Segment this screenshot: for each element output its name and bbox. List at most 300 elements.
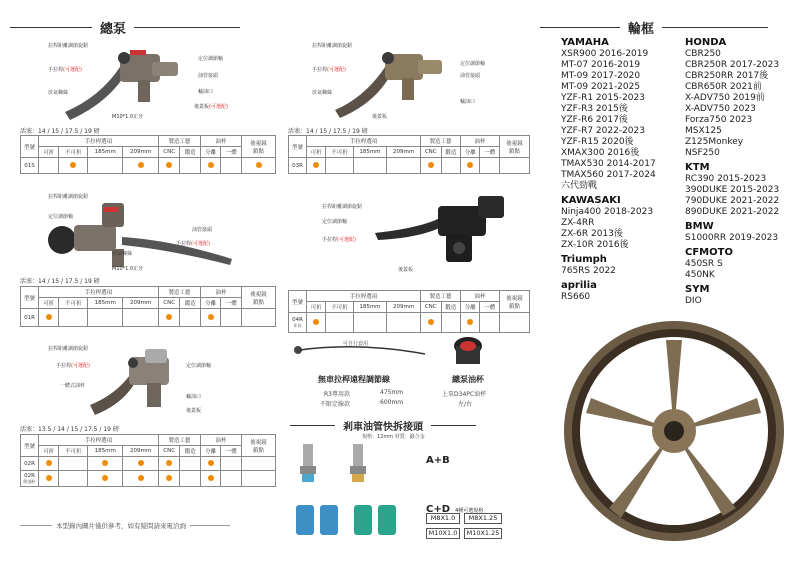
pump-03r-table <box>288 135 530 174</box>
callout-04r-position-axis: 定位調節軸 <box>322 219 348 225</box>
wheel-model-item: CBR250R 2017-2023 <box>685 60 780 70</box>
th-integrated: 一體 <box>480 302 500 313</box>
callout-03r-bleed-screw: 放氣螺絲 <box>312 90 333 96</box>
th-cnc: CNC <box>420 302 441 313</box>
availability-dot <box>208 314 214 320</box>
th-lever: 手拉桿選項 <box>307 136 421 147</box>
th-rear-text2: 鎖點 <box>252 299 264 306</box>
th-nonfoldable: 不可折 <box>326 302 353 313</box>
wheel-model-item: YZF-R1 2015-2023 <box>561 93 645 103</box>
cell <box>39 309 59 327</box>
th-rear-text: 後視鏡 <box>250 439 267 446</box>
cell <box>500 313 530 333</box>
wheel-image <box>561 318 787 544</box>
pump-03r-image <box>330 42 460 120</box>
cell <box>200 471 220 487</box>
th-cnc: CNC <box>158 298 180 309</box>
wheel-model-item: RS660 <box>561 292 591 302</box>
quick-cd-image <box>290 495 420 545</box>
th-185: 185mm <box>88 298 123 309</box>
th-cup: 油杯 <box>200 136 241 147</box>
table-header-row <box>21 435 276 446</box>
th-209: 209mm <box>123 298 158 309</box>
cell <box>461 158 480 174</box>
cell <box>242 158 276 174</box>
th-forged: 鍛造 <box>441 147 460 158</box>
callout-03r-position-axis: 定位調節軸 <box>460 61 486 67</box>
callout-02r-oil-outlet: 輸油口 <box>186 394 202 400</box>
th-foldable: 可折 <box>39 446 59 457</box>
wheel-model-item: MT-09 2021-2025 <box>561 82 641 92</box>
wheel-model-item: 六代勁戰 <box>561 181 598 191</box>
cell <box>123 471 158 487</box>
cell <box>180 457 200 471</box>
th-nonfoldable: 不可折 <box>59 147 88 158</box>
callout-01s-position-axis: 定位調節軸 <box>198 56 224 62</box>
callout-02r-position-axis: 定位調節軸 <box>186 363 212 369</box>
callout-01r-bleed-screw: 放氣螺絲 <box>112 251 133 257</box>
cell <box>307 313 326 333</box>
th-foldable: 可折 <box>307 147 326 158</box>
row-model: 02R <box>21 457 39 471</box>
callout-03r-lever-text: 手拉桿 <box>312 67 328 73</box>
th-cnc: CNC <box>158 446 180 457</box>
wheel-model-item: ZX-6R 2013後 <box>561 229 623 239</box>
wheel-model-item: YZF-R6 2017後 <box>561 115 628 125</box>
th-process: 製造工藝 <box>158 287 200 298</box>
cell <box>242 471 276 487</box>
th-model: 型號 <box>289 291 307 313</box>
th-model: 型號 <box>21 287 39 309</box>
th-process: 製造工藝 <box>420 291 460 302</box>
cell <box>59 158 88 174</box>
cell <box>353 158 387 174</box>
table-row <box>289 313 530 333</box>
wheel-model-item: ZX-4RR <box>561 218 595 228</box>
wheel-model-item: Ninja400 2018-2023 <box>561 207 654 217</box>
cell <box>480 158 500 174</box>
quick-cd-label-sub: 4種可選規格 <box>455 508 484 514</box>
wheel-model-item: CBR250RR 2017後 <box>685 71 769 81</box>
wheel-model-item: 790DUKE 2021-2022 <box>685 196 780 206</box>
pump-02r-piston-spec: 活塞：13.5 / 14 / 15 / 17.5 / 19 磅 <box>20 426 119 433</box>
pump-01r-table <box>20 286 276 327</box>
wheel-model-item: 450NK <box>685 270 715 280</box>
availability-dot <box>138 162 144 168</box>
quick-cd-label-main: C+D <box>426 504 451 515</box>
callout-03r-distance-knob: 拉桿距離調節旋鈕 <box>312 43 353 49</box>
wheel-model-item: X-ADV750 2023 <box>685 104 756 114</box>
callout-04r-lever <box>322 236 356 243</box>
availability-dot <box>46 475 52 481</box>
availability-dot <box>256 162 262 168</box>
callout-01r-lever-optional: (可選配) <box>191 241 210 247</box>
th-nonfoldable: 不可折 <box>326 147 353 158</box>
footer-note-row <box>20 521 276 530</box>
availability-dot <box>313 162 319 168</box>
cell <box>420 313 441 333</box>
table-header-row <box>289 136 530 147</box>
pump-01r-image <box>42 195 242 273</box>
callout-01s-hose-joint: 油管接頭 <box>198 73 219 79</box>
th-separate: 分離 <box>461 147 480 158</box>
cell <box>88 158 123 174</box>
table-row <box>289 158 530 174</box>
th-forged: 鍛造 <box>180 147 200 158</box>
wheel-brand-triumph: Triumph <box>561 254 607 265</box>
th-209: 209mm <box>387 147 421 158</box>
callout-04r-distance-knob: 拉桿距離調節旋鈕 <box>322 204 363 210</box>
callout-02r-rear-cover: 後蓋板 <box>186 408 202 414</box>
callout-01r-lever <box>176 240 210 247</box>
cell <box>387 313 421 333</box>
cell <box>326 313 353 333</box>
availability-dot <box>70 162 76 168</box>
cell <box>59 471 88 487</box>
th-integrated: 一體 <box>221 147 242 158</box>
availability-dot <box>46 314 52 320</box>
wheel-model-item: TMAX530 2014-2017 <box>561 159 656 169</box>
availability-dot <box>166 475 172 481</box>
cell <box>39 158 59 174</box>
availability-dot <box>428 319 434 325</box>
table-row <box>21 471 276 487</box>
cell <box>200 457 220 471</box>
th-cnc: CNC <box>158 147 180 158</box>
cell <box>221 457 242 471</box>
callout-01s-lever-optional: (可選配) <box>63 67 82 73</box>
row-model-sub: 年份 <box>293 322 302 328</box>
availability-dot <box>138 460 144 466</box>
callout-01s-rear-cover-text: 後蓋板 <box>194 104 210 110</box>
right-section-header <box>540 18 780 37</box>
pump-01s-table <box>20 135 276 174</box>
th-cup: 油杯 <box>461 291 500 302</box>
wheel-model-item: YZF-R15 2020後 <box>561 137 634 147</box>
callout-04r-lever-text: 手拉桿 <box>322 237 338 243</box>
cell <box>59 457 88 471</box>
wheel-model-item: S1000RR 2019-2023 <box>685 233 779 243</box>
quick-header <box>290 418 530 433</box>
row-model <box>21 471 39 487</box>
size-option-2: M8X1.25 <box>464 513 502 524</box>
availability-dot <box>467 162 473 168</box>
callout-01r-thread: M10*1.0正牙 <box>112 266 144 272</box>
wheel-model-item: YZF-R7 2022-2023 <box>561 126 645 136</box>
quick-rule-right <box>431 425 476 426</box>
th-integrated: 一體 <box>480 147 500 158</box>
callout-04r-rear-cover: 後蓋板 <box>398 267 414 273</box>
left-section-header <box>10 18 250 37</box>
callout-01s-rear-cover <box>194 103 228 110</box>
pump-01s-image <box>60 42 200 122</box>
oil-cup-desc-1: 上泵D34PC油杯 <box>442 391 487 398</box>
th-separate: 分離 <box>461 302 480 313</box>
table-header-row <box>289 291 530 302</box>
cell <box>158 309 180 327</box>
cell <box>221 309 242 327</box>
remote-row-2-value: 600mm <box>380 399 404 406</box>
th-lever: 手拉桿選項 <box>39 287 159 298</box>
header-rule-left <box>540 27 620 28</box>
th-rear-text2: 鎖點 <box>252 447 264 454</box>
th-separate: 分離 <box>200 298 220 309</box>
wheel-model-item: 765RS 2022 <box>561 266 616 276</box>
cell <box>180 158 200 174</box>
wheel-brand-yamaha: YAMAHA <box>561 37 609 48</box>
cell <box>39 471 59 487</box>
th-model: 型號 <box>21 136 39 158</box>
row-model: 01R <box>21 309 39 327</box>
th-209: 209mm <box>123 446 158 457</box>
callout-03r-lever-optional: (可選配) <box>327 67 346 73</box>
wheel-brand-honda: HONDA <box>685 37 727 48</box>
availability-dot <box>166 162 172 168</box>
quick-rule-left <box>290 425 335 426</box>
th-integrated: 一體 <box>221 298 242 309</box>
wheel-brand-kawasaki: KAWASAKI <box>561 195 621 206</box>
cell <box>387 158 421 174</box>
cell <box>158 457 180 471</box>
wheel-model-item: TMAX560 2017-2024 <box>561 170 656 180</box>
cell <box>88 309 123 327</box>
th-separate: 分離 <box>200 147 220 158</box>
pump-02r-table <box>20 434 276 487</box>
th-rear-text2: 鎖點 <box>508 148 520 155</box>
quick-ab-label: A+B <box>426 455 450 466</box>
row-model-text: 02R <box>24 472 35 479</box>
wheels-right-column <box>685 37 795 307</box>
th-foldable: 可折 <box>307 302 326 313</box>
callout-01s-lever-text: 手拉桿 <box>48 67 64 73</box>
th-rear <box>242 136 276 158</box>
th-lever: 手拉桿選項 <box>39 136 159 147</box>
availability-dot <box>138 475 144 481</box>
wheel-brand-aprilia: aprilia <box>561 280 597 291</box>
callout-01r-lever-text: 手拉桿 <box>176 241 192 247</box>
table-row <box>21 309 276 327</box>
th-185: 185mm <box>88 147 123 158</box>
callout-02r-distance-knob: 拉桿距離調節旋鈕 <box>48 346 89 352</box>
table-header-row <box>21 287 276 298</box>
wheel-model-item: 450SR S <box>685 259 723 269</box>
wheel-brand-sym: SYM <box>685 284 710 295</box>
th-process: 製造工藝 <box>420 136 460 147</box>
callout-01s-rear-cover-optional: (可選配) <box>209 104 228 110</box>
remote-row-1-name: R3專用款 <box>324 391 350 398</box>
wheel-brand-bmw: BMW <box>685 221 714 232</box>
pump-03r-piston-spec: 活塞：14 / 15 / 17.5 / 19 磅 <box>288 128 368 135</box>
row-model-sub: 附油杯 <box>23 478 36 484</box>
wheel-model-item: MT-07 2016-2019 <box>561 60 641 70</box>
oil-cup-title: 總泵油杯 <box>452 375 484 384</box>
wheel-model-item: 390DUKE 2015-2023 <box>685 185 780 195</box>
cell <box>353 313 387 333</box>
size-option-4: M10X1.25 <box>464 528 502 539</box>
th-nonfoldable: 不可折 <box>59 446 88 457</box>
cell <box>441 158 460 174</box>
wheel-model-item: YZF-R3 2015後 <box>561 104 628 114</box>
table-subheader-row <box>21 147 276 158</box>
th-185: 185mm <box>353 302 387 313</box>
availability-dot <box>208 162 214 168</box>
cell <box>39 457 59 471</box>
callout-01s-thread: M10*1.0正牙 <box>112 114 144 120</box>
pump-01s-piston-spec: 活塞：14 / 15 / 17.5 / 19 磅 <box>20 128 100 135</box>
size-option-1: M8X1.0 <box>426 513 460 524</box>
quick-title: 剎車油管快拆接頭 <box>343 422 423 433</box>
cell <box>200 309 220 327</box>
callout-02r-oil-cup: 一體式油杯 <box>60 383 86 389</box>
cell <box>123 457 158 471</box>
wheel-model-item: MSX125 <box>685 126 722 136</box>
cell <box>420 158 441 174</box>
th-209: 209mm <box>387 302 421 313</box>
wheels-left-column <box>561 37 679 303</box>
table-row <box>21 158 276 174</box>
th-rear-text2: 鎖點 <box>252 148 264 155</box>
th-185: 185mm <box>353 147 387 158</box>
th-rear <box>242 435 276 457</box>
footer-note: 本型錄內圖片僅供參考，如有疑問請來電洽詢 <box>56 522 186 530</box>
availability-dot <box>208 475 214 481</box>
row-model: 01S <box>21 158 39 174</box>
wheel-model-item: XSR900 2016-2019 <box>561 49 649 59</box>
th-rear <box>500 136 530 158</box>
wheel-model-item: CBR650R 2021前 <box>685 82 762 92</box>
th-cnc: CNC <box>420 147 441 158</box>
table-header-row <box>21 136 276 147</box>
cell <box>200 158 220 174</box>
cell <box>123 309 158 327</box>
th-forged: 鍛造 <box>180 446 200 457</box>
pump-04r-image <box>370 188 520 273</box>
wheel-model-item: NSF250 <box>685 148 720 158</box>
cell <box>158 471 180 487</box>
table-subheader-row <box>21 446 276 457</box>
th-model: 型號 <box>21 435 39 457</box>
pump-04r-table <box>288 290 530 333</box>
th-process: 製造工藝 <box>158 136 200 147</box>
callout-03r-hose-joint: 油管接頭 <box>460 73 481 79</box>
table-subheader-row <box>289 147 530 158</box>
right-section-title: 輪框 <box>628 22 655 37</box>
callout-01s-bleed-screw: 放氣螺絲 <box>48 90 69 96</box>
availability-dot <box>166 314 172 320</box>
availability-dot <box>428 162 434 168</box>
cell <box>88 471 123 487</box>
availability-dot <box>313 319 319 325</box>
cell <box>123 158 158 174</box>
cell <box>441 313 460 333</box>
availability-dot <box>102 475 108 481</box>
th-rear-text2: 鎖點 <box>508 303 520 310</box>
table-subheader-row <box>289 302 530 313</box>
cell <box>59 309 88 327</box>
callout-03r-oil-outlet: 輸油口 <box>460 99 476 105</box>
callout-03r-lever <box>312 66 346 73</box>
th-lever: 手拉桿選項 <box>307 291 421 302</box>
availability-dot <box>467 319 473 325</box>
th-nonfoldable: 不可折 <box>59 298 88 309</box>
th-model: 型號 <box>289 136 307 158</box>
table-subheader-row <box>21 298 276 309</box>
th-185: 185mm <box>88 446 123 457</box>
th-process: 製造工藝 <box>158 435 200 446</box>
oil-cup-desc-2: 左/右 <box>458 401 473 408</box>
th-foldable: 可折 <box>39 298 59 309</box>
th-cup: 油杯 <box>200 435 241 446</box>
footer-rule-right <box>190 525 230 526</box>
cell <box>221 158 242 174</box>
callout-02r-lever <box>56 362 90 369</box>
wheel-model-item: XMAX300 2016後 <box>561 148 640 158</box>
row-model-text: 04R <box>292 316 303 323</box>
th-rear <box>242 287 276 309</box>
pump-02r-image <box>85 345 195 420</box>
callout-03r-rear-cover: 後蓋板 <box>372 114 388 120</box>
left-section-title: 總泵 <box>100 22 127 37</box>
remote-row-2-name: 不限定線款 <box>320 401 351 408</box>
row-model <box>289 313 307 333</box>
callout-04r-lever-optional: (可選配) <box>337 237 356 243</box>
wheel-model-item: Z125Monkey <box>685 137 744 147</box>
cell <box>326 158 353 174</box>
remote-row-1-value: 475mm <box>380 389 404 396</box>
wheel-model-item: 890DUKE 2021-2022 <box>685 207 780 217</box>
wheel-model-item: X-ADV750 2019前 <box>685 93 765 103</box>
wheel-model-item: MT-09 2017-2020 <box>561 71 641 81</box>
cell <box>480 313 500 333</box>
cell <box>500 158 530 174</box>
th-rear-text: 後視鏡 <box>506 295 523 302</box>
header-rule-right <box>662 27 768 28</box>
th-forged: 鍛造 <box>180 298 200 309</box>
th-integrated: 一體 <box>221 446 242 457</box>
th-209: 209mm <box>123 147 158 158</box>
quick-subtitle: 規格：12mm 材質：鍛合金 <box>362 434 425 440</box>
table-row <box>21 457 276 471</box>
remote-title: 無車拉桿遠程調節線 <box>318 375 390 384</box>
cell <box>221 471 242 487</box>
callout-01s-distance-knob: 拉桿距離調節旋鈕 <box>48 43 89 49</box>
th-cup: 油杯 <box>461 136 500 147</box>
cell <box>242 457 276 471</box>
th-forged: 鍛造 <box>441 302 460 313</box>
cell <box>242 309 276 327</box>
cell <box>88 457 123 471</box>
availability-dot <box>46 460 52 466</box>
oil-cup-image <box>452 336 484 370</box>
pump-01r-piston-spec: 活塞：14 / 15 / 17.5 / 19 磅 <box>20 278 100 285</box>
cell <box>158 158 180 174</box>
callout-01s-lever <box>48 66 82 73</box>
size-option-3: M10X1.0 <box>426 528 460 539</box>
callout-01r-hose-joint: 油管接頭 <box>192 227 213 233</box>
th-rear <box>500 291 530 313</box>
wheel-model-item: CBR250 <box>685 49 721 59</box>
remote-label-top: 可自行套用 <box>343 341 369 347</box>
cell <box>180 309 200 327</box>
callout-01r-position-axis: 定位調節軸 <box>48 214 74 220</box>
wheel-model-item: Forza750 2023 <box>685 115 753 125</box>
cell <box>180 471 200 487</box>
wheel-model-item: RC390 2015-2023 <box>685 174 767 184</box>
callout-01s-oil-outlet: 輸油口 <box>198 89 214 95</box>
availability-dot <box>102 460 108 466</box>
availability-dot <box>166 460 172 466</box>
th-separate: 分離 <box>200 446 220 457</box>
